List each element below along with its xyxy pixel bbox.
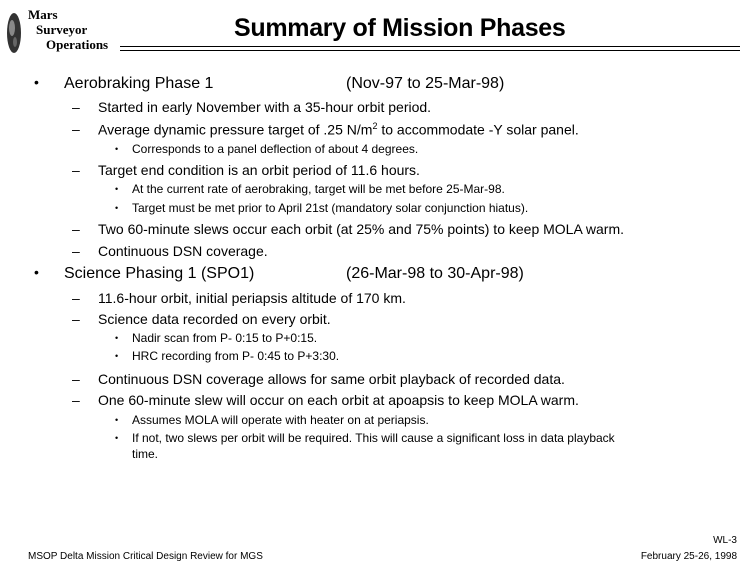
logo-line-mars: Mars xyxy=(28,7,58,22)
dash-bullet: – xyxy=(72,121,80,137)
list-item: Continuous DSN coverage. xyxy=(98,243,268,259)
sub-list-item: Target must be met prior to April 21st (mandatory solar conjunction hiatus). xyxy=(132,201,529,215)
mso-logo xyxy=(6,8,126,56)
list-item: Target end condition is an orbit period of 11.6 hours. xyxy=(98,162,420,178)
sub-bullet: • xyxy=(115,144,119,154)
header-rule-bottom xyxy=(120,50,740,51)
list-item: 11.6-hour orbit, initial periapsis altitude of 170 km. xyxy=(98,290,406,306)
phase-bullet: • xyxy=(34,74,39,90)
sub-list-item: Nadir scan from P- 0:15 to P+0:15. xyxy=(132,331,318,345)
sub-list-item: HRC recording from P- 0:45 to P+3:30. xyxy=(132,349,340,363)
sub-bullet: • xyxy=(115,184,119,194)
phase-heading xyxy=(64,265,624,283)
phase-dates: (26-Mar-98 to 30-Apr-98) xyxy=(346,265,524,282)
footer-review-title: MSOP Delta Mission Critical Design Review for MGS xyxy=(28,551,263,562)
dash-bullet: – xyxy=(72,162,80,178)
dash-bullet: – xyxy=(72,290,80,306)
phase-dates: (Nov-97 to 25-Mar-98) xyxy=(346,75,505,92)
logo-line-surveyor: Surveyor xyxy=(36,22,88,37)
footer-date: February 25-26, 1998 xyxy=(640,551,737,562)
list-item: Science data recorded on every orbit. xyxy=(98,311,331,327)
list-item: Started in early November with a 35-hour orbit period. xyxy=(98,99,432,115)
dash-bullet: – xyxy=(72,243,80,259)
list-item: Continuous DSN coverage allows for same orbit playback of recorded data. xyxy=(98,371,565,387)
page-title: Summary of Mission Phases xyxy=(234,14,566,42)
phase-name: Science Phasing 1 (SPO1) xyxy=(64,265,255,282)
sub-list-item: Assumes MOLA will operate with heater on at periapsis. xyxy=(132,413,429,427)
list-item: Average dynamic pressure target of .25 $N/m^2$ to accommodate -Y solar panel. xyxy=(98,121,579,138)
dash-bullet: – xyxy=(72,392,80,408)
sub-bullet: • xyxy=(115,351,119,361)
sub-bullet: • xyxy=(115,415,119,425)
sub-list-item: Corresponds to a panel deflection of about 4 degrees. xyxy=(132,142,419,156)
phase-name: Aerobraking Phase 1 xyxy=(64,75,214,92)
mars-globe-icon xyxy=(6,10,22,56)
sub-bullet: • xyxy=(115,203,119,213)
sub-bullet: • xyxy=(115,333,119,343)
dash-bullet: – xyxy=(72,371,80,387)
dash-bullet: – xyxy=(72,99,80,115)
sub-list-item: At the current rate of aerobraking, target will be met before 25-Mar-98. xyxy=(132,182,505,196)
list-item: One 60-minute slew will occur on each orbit at apoapsis to keep MOLA warm. xyxy=(98,392,579,408)
sub-list-item: If not, two slews per orbit will be required. This will cause a significant loss in data playback xyxy=(132,431,615,445)
phase-bullet: • xyxy=(34,264,39,280)
sub-bullet: • xyxy=(115,433,119,443)
sub-list-item-continuation: time. xyxy=(132,447,159,461)
dash-bullet: – xyxy=(72,311,80,327)
list-item: Two 60-minute slews occur each orbit (at 25% and 75% points) to keep MOLA warm. xyxy=(98,221,625,237)
phase-heading xyxy=(64,75,624,93)
footer-page-id: WL-3 xyxy=(713,535,737,546)
header-rule-top xyxy=(120,46,740,47)
logo-line-operations: Operations xyxy=(46,37,109,52)
dash-bullet: – xyxy=(72,221,80,237)
